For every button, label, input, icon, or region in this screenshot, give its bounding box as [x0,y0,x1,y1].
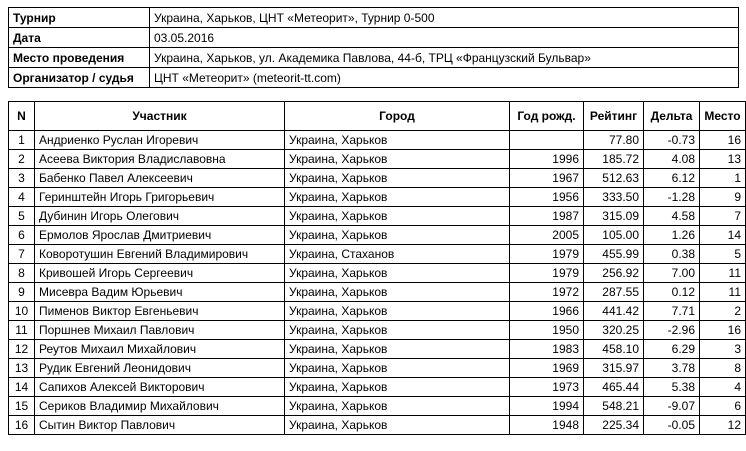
cell-rating: 77.80 [584,131,644,150]
cell-city: Украина, Харьков [285,359,510,378]
cell-birth-year: 1987 [510,207,584,226]
tournament-info-table [8,7,739,88]
cell-birth-year: 1979 [510,245,584,264]
results-table [8,101,746,435]
cell-birth-year: 1972 [510,283,584,302]
cell-participant: Бабенко Павел Алексеевич [35,169,285,188]
cell-city: Украина, Харьков [285,226,510,245]
cell-place: 16 [700,131,746,150]
cell-rating: 256.92 [584,264,644,283]
cell-participant: Поршнев Михаил Павлович [35,321,285,340]
cell-birth-year: 1956 [510,188,584,207]
cell-place: 11 [700,283,746,302]
cell-birth-year: 2005 [510,226,584,245]
cell-place: 1 [700,169,746,188]
cell-rating: 465.44 [584,378,644,397]
cell-city: Украина, Харьков [285,378,510,397]
cell-participant: Геринштейн Игорь Григорьевич [35,188,285,207]
cell-delta: -1.28 [644,188,700,207]
cell-number: 11 [9,321,35,340]
table-row [9,131,746,150]
cell-rating: 287.55 [584,283,644,302]
cell-rating: 512.63 [584,169,644,188]
cell-delta: 6.12 [644,169,700,188]
table-row [9,340,746,359]
cell-rating: 548.21 [584,397,644,416]
tournament-label: Турнир [9,8,150,28]
header-number: N [9,102,35,131]
header-participant: Участник [35,102,285,131]
cell-participant: Асеева Виктория Владиславовна [35,150,285,169]
table-row [9,378,746,397]
cell-participant: Коворотушин Евгений Владимирович [35,245,285,264]
table-row [9,283,746,302]
info-row-venue [9,48,739,68]
cell-number: 6 [9,226,35,245]
header-rating: Рейтинг [584,102,644,131]
cell-place: 3 [700,340,746,359]
cell-place: 8 [700,359,746,378]
cell-number: 8 [9,264,35,283]
cell-number: 13 [9,359,35,378]
cell-participant: Реутов Михаил Михайлович [35,340,285,359]
cell-birth-year: 1966 [510,302,584,321]
cell-delta: -2.96 [644,321,700,340]
cell-rating: 320.25 [584,321,644,340]
info-row-organizer [9,68,739,88]
cell-number: 9 [9,283,35,302]
table-row [9,302,746,321]
cell-city: Украина, Харьков [285,321,510,340]
cell-participant: Рудик Евгений Леонидович [35,359,285,378]
cell-participant: Андриенко Руслан Игоревич [35,131,285,150]
cell-participant: Ермолов Ярослав Дмитриевич [35,226,285,245]
cell-number: 4 [9,188,35,207]
cell-participant: Кривошей Игорь Сергеевич [35,264,285,283]
cell-number: 10 [9,302,35,321]
cell-number: 7 [9,245,35,264]
cell-place: 9 [700,188,746,207]
cell-place: 6 [700,397,746,416]
cell-delta: 7.00 [644,264,700,283]
cell-delta: 4.08 [644,150,700,169]
cell-number: 16 [9,416,35,435]
cell-rating: 315.97 [584,359,644,378]
header-place: Место [700,102,746,131]
cell-delta: 7.71 [644,302,700,321]
table-row [9,150,746,169]
cell-place: 14 [700,226,746,245]
cell-rating: 105.00 [584,226,644,245]
cell-birth-year: 1996 [510,150,584,169]
cell-city: Украина, Харьков [285,283,510,302]
cell-delta: 3.78 [644,359,700,378]
table-row [9,226,746,245]
table-row [9,207,746,226]
header-city: Город [285,102,510,131]
header-birth-year: Год рожд. [510,102,584,131]
cell-rating: 185.72 [584,150,644,169]
organizer-value: ЦНТ «Метеорит» (meteorit-tt.com) [150,68,739,88]
cell-number: 1 [9,131,35,150]
cell-city: Украина, Харьков [285,340,510,359]
cell-birth-year: 1983 [510,340,584,359]
cell-city: Украина, Харьков [285,150,510,169]
table-row [9,169,746,188]
cell-city: Украина, Харьков [285,131,510,150]
cell-rating: 441.42 [584,302,644,321]
cell-birth-year: 1948 [510,416,584,435]
table-row [9,416,746,435]
cell-delta: -0.05 [644,416,700,435]
cell-number: 15 [9,397,35,416]
cell-place: 5 [700,245,746,264]
cell-birth-year: 1994 [510,397,584,416]
organizer-label: Организатор / судья [9,68,150,88]
table-row [9,264,746,283]
tournament-value: Украина, Харьков, ЦНТ «Метеорит», Турнир 0-500 [150,8,739,28]
cell-delta: 4.58 [644,207,700,226]
cell-place: 13 [700,150,746,169]
table-row [9,397,746,416]
cell-birth-year [510,131,584,150]
cell-rating: 455.99 [584,245,644,264]
header-delta: Дельта [644,102,700,131]
cell-birth-year: 1973 [510,378,584,397]
cell-number: 2 [9,150,35,169]
cell-delta: -9.07 [644,397,700,416]
cell-participant: Дубинин Игорь Олегович [35,207,285,226]
cell-place: 7 [700,207,746,226]
info-row-tournament [9,8,739,28]
cell-birth-year: 1950 [510,321,584,340]
cell-participant: Сытин Виктор Павлович [35,416,285,435]
cell-participant: Мисевра Вадим Юрьевич [35,283,285,302]
cell-delta: 5.38 [644,378,700,397]
table-row [9,188,746,207]
cell-city: Украина, Харьков [285,169,510,188]
results-body [9,131,746,435]
date-label: Дата [9,28,150,48]
cell-delta: 0.12 [644,283,700,302]
cell-number: 5 [9,207,35,226]
date-value: 03.05.2016 [150,28,739,48]
cell-number: 12 [9,340,35,359]
cell-participant: Сериков Владимир Михайлович [35,397,285,416]
cell-participant: Сапихов Алексей Викторович [35,378,285,397]
cell-city: Украина, Стаханов [285,245,510,264]
cell-city: Украина, Харьков [285,264,510,283]
table-row [9,359,746,378]
info-row-date [9,28,739,48]
venue-label: Место проведения [9,48,150,68]
cell-delta: 0.38 [644,245,700,264]
cell-city: Украина, Харьков [285,397,510,416]
cell-number: 14 [9,378,35,397]
cell-delta: -0.73 [644,131,700,150]
cell-rating: 225.34 [584,416,644,435]
cell-birth-year: 1969 [510,359,584,378]
cell-city: Украина, Харьков [285,302,510,321]
cell-place: 12 [700,416,746,435]
results-header-row [9,102,746,131]
cell-place: 11 [700,264,746,283]
cell-rating: 458.10 [584,340,644,359]
table-row [9,245,746,264]
cell-participant: Пименов Виктор Евгеньевич [35,302,285,321]
cell-delta: 1.26 [644,226,700,245]
cell-number: 3 [9,169,35,188]
cell-place: 16 [700,321,746,340]
cell-birth-year: 1979 [510,264,584,283]
cell-city: Украина, Харьков [285,188,510,207]
cell-delta: 6.29 [644,340,700,359]
cell-city: Украина, Харьков [285,416,510,435]
cell-birth-year: 1967 [510,169,584,188]
cell-place: 2 [700,302,746,321]
cell-city: Украина, Харьков [285,207,510,226]
cell-rating: 315.09 [584,207,644,226]
cell-rating: 333.50 [584,188,644,207]
venue-value: Украина, Харьков, ул. Академика Павлова, 44-б, ТРЦ «Французский Бульвар» [150,48,739,68]
cell-place: 4 [700,378,746,397]
table-row [9,321,746,340]
